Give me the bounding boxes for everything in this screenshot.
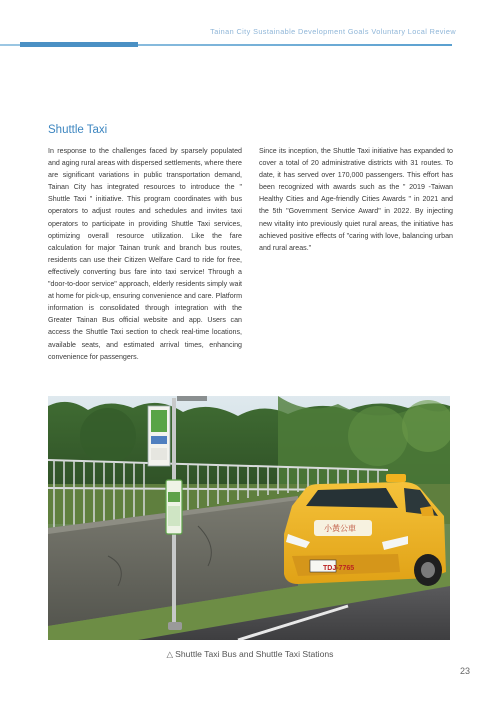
page-number: 23 <box>459 666 470 676</box>
shuttle-taxi-photo <box>48 396 450 640</box>
section-title: Shuttle Taxi <box>48 124 108 136</box>
header-title: Tainan City Sustainable Development Goals Voluntary Local Review <box>210 27 456 36</box>
photo-caption <box>0 649 500 660</box>
license-plate: TDJ-7765 <box>323 565 355 572</box>
caption-text: Shuttle Taxi Bus and Shuttle Taxi Stations <box>175 649 334 659</box>
hood-sticker-text: 小黃公車 <box>324 524 356 533</box>
body-column-left: In response to the challenges faced by sparsely populated and aging rural areas with dispersed settlements, where there are significant variations in public transportation demand, Tainan City has integrated resources to introduce the " Shuttle Taxi " initiative. This program coordinates with bus operators to adjust routes and schedules and invites taxi operators to participate in providing Shuttle Taxi services, optimizing overall resource utilization. Like the fare calculation for major Tainan trunk and branch bus routes, residents can use their Citizen Welfare Card to ride for free, effectively converting bus fare into taxi service! Through a "door-to-door service" approach, elderly residents simply wait at home for pick-up, ensuring convenience and care. Platform information is consolidated through integration with the Greater Tainan Bus official website and app. Users can access the Shuttle Taxi section to check real-time locations, available seats, and estimated arrival times, enhancing convenience for passengers. <box>48 147 243 361</box>
header-accent-bar <box>20 42 138 47</box>
taxi <box>284 474 446 586</box>
caption-triangle-icon: △ <box>166 649 174 659</box>
body-column-right: Since its inception, the Shuttle Taxi initiative has expanded to cover a total of 20 administrative districts with 31 routes. To date, it has served over 170,000 passengers. This effort has been recognized with awards such as the " 2019 -Taiwan Healthy Cities and Age-friendly Cities Awards " in 2021 and the 5th "Government Service Award" in 2022. By injecting new vitality into previously quiet rural areas, the initiative has achieved positive effects of "caring with love, balancing urban and rural areas." <box>259 147 453 252</box>
